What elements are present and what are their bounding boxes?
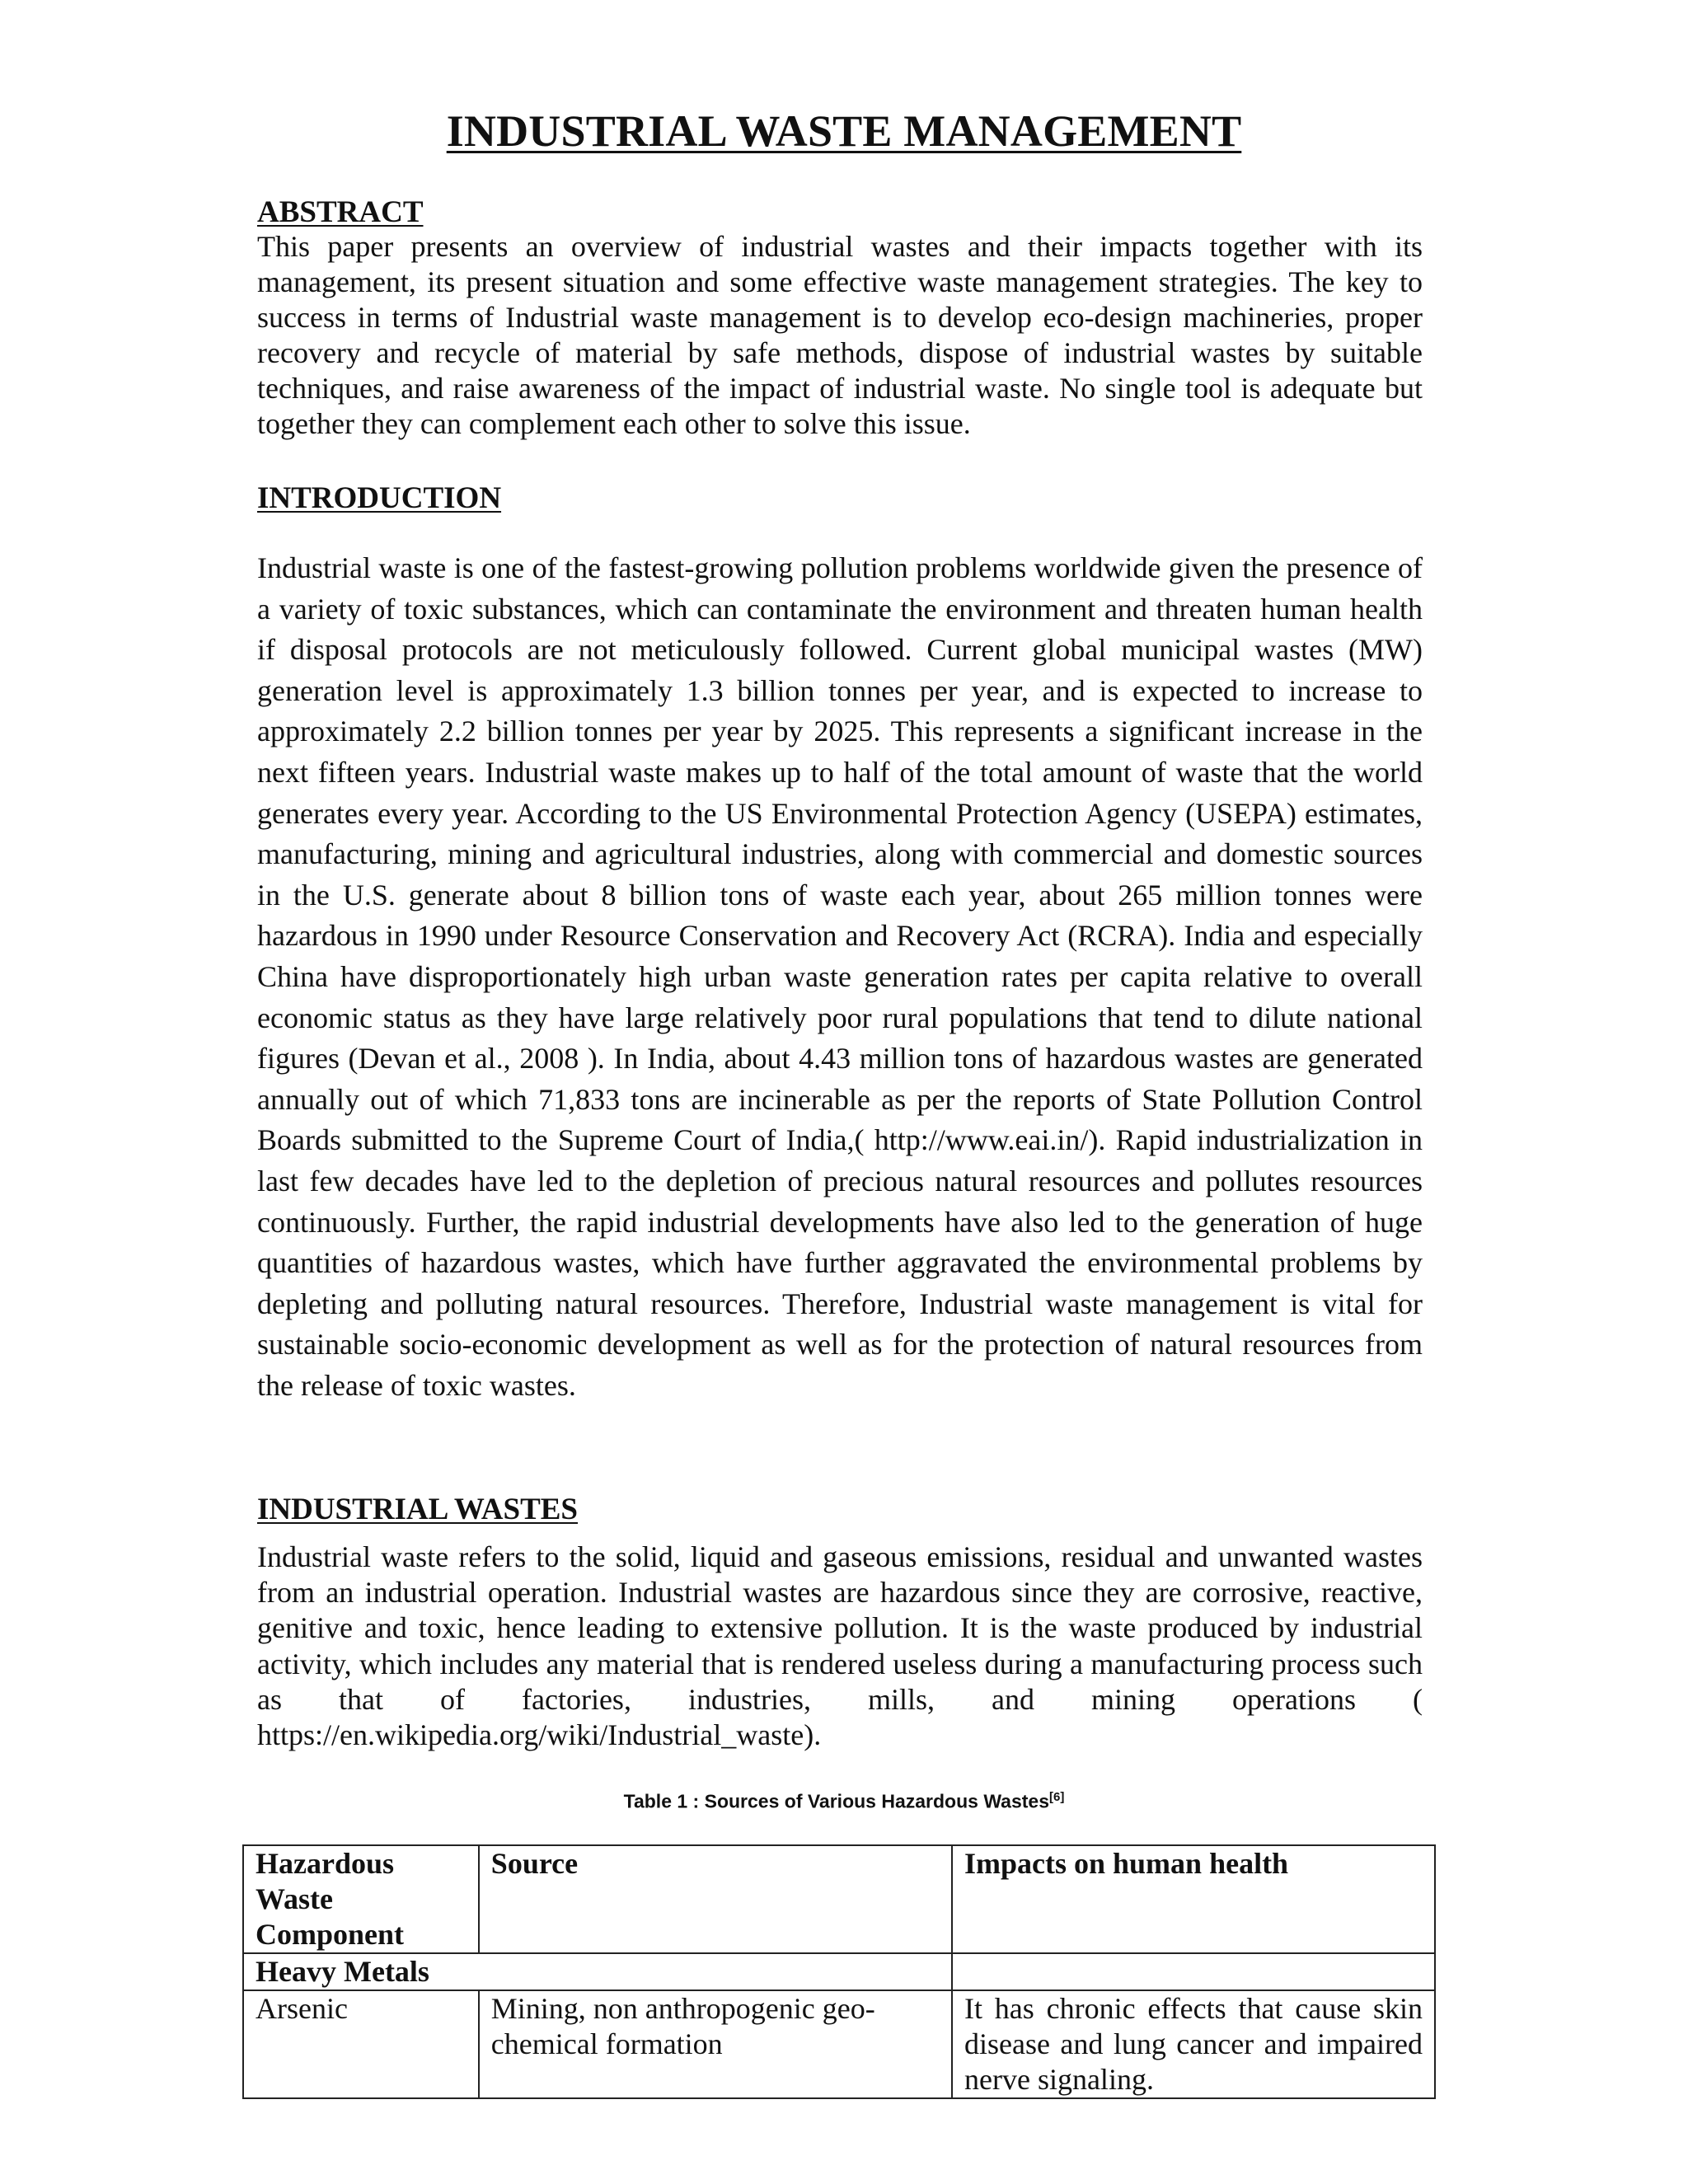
category-empty-cell [952,1953,1435,1990]
abstract-paragraph: This paper presents an overview of industrial wastes and their impacts together with its management, its present situation and some effective waste management strategies. The key to success in terms of Industrial waste management is to develop eco-design machineries, proper recovery and recycle of material by safe methods, dispose of industrial wastes by suitable techniques, and raise awareness of the impact of industrial waste. No single tool is adequate but together they can complement each other to solve this issue. [257,230,1423,440]
cell-component: Arsenic [243,1990,479,2098]
hazardous-wastes-table [242,1844,1436,2099]
cell-impact: It has chronic effects that cause skin disease and lung cancer and impaired nerve signaling. [952,1990,1435,2098]
table-row [243,1990,1435,2098]
industrial-wastes-paragraph: Industrial waste refers to the solid, liquid and gaseous emissions, residual and unwanted wastes from an industrial operation. Industrial wastes are hazardous since they are corrosive, reactive, genitive and toxic, hence leading to extensive pollution. It is the waste produced by industrial activity, which includes any material that is rendered useless during a manufacturing process such as that of factories, industries, mills, and mining operations ( https://en.wikipedia.org/wiki/Industrial_waste). [257,1540,1423,1752]
table-caption-reference: [6] [1049,1790,1065,1804]
industrial-wastes-heading: INDUSTRIAL WASTES [257,1493,579,1526]
table-category-row [243,1953,1435,1990]
header-source: Source [479,1845,952,1953]
table-caption [0,1790,1688,1813]
table-caption-text: Table 1 : Sources of Various Hazardous Wastes [623,1790,1050,1812]
abstract-heading: ABSTRACT [257,195,424,229]
table-header-row [243,1845,1435,1953]
introduction-paragraph: Industrial waste is one of the fastest-growing pollution problems worldwide given the presence of a variety of toxic substances, which can contaminate the environment and threaten human health if disposal protocols are not meticulously followed. Current global municipal wastes (MW) generation level is approximately 1.3 billion tonnes per year, and is expected to increase to approximately 2.2 billion tonnes per year by 2025. This represents a significant increase in the next fifteen years. Industrial waste makes up to half of the total amount of waste that the world generates every year. According to the US Environmental Protection Agency (USEPA) estimates, manufacturing, mining and agricultural industries, along with commercial and domestic sources in the U.S. generate about 8 billion tons of waste each year, about 265 million tonnes were hazardous in 1990 under Resource Conservation and Recovery Act (RCRA). India and especially China have disproportionately high urban waste generation rates per capita relative to overall economic status as they have large relatively poor rural populations that tend to dilute national figures (Devan et al., 2008 ). In India, about 4.43 million tons of hazardous wastes are generated annually out of which 71,833 tons are incinerable as per the reports of State Pollution Control Boards submitted to the Supreme Court of India,( http://www.eai.in/). Rapid industrialization in last few decades have led to the depletion of precious natural resources and pollutes resources continuously. Further, the rapid industrial developments have also led to the generation of huge quantities of hazardous wastes, which have further aggravated the environmental problems by depleting and polluting natural resources. Therefore, Industrial waste management is vital for sustainable socio-economic development as well as for the protection of natural resources from the release of toxic wastes. [257,551,1423,1402]
header-impacts: Impacts on human health [952,1845,1435,1953]
category-heavy-metals: Heavy Metals [243,1953,952,1990]
introduction-heading: INTRODUCTION [257,481,502,515]
header-component: Hazardous Waste Component [243,1845,479,1953]
cell-source: Mining, non anthropogenic geo-chemical formation [479,1990,952,2098]
page-title: INDUSTRIAL WASTE MANAGEMENT [446,106,1242,156]
